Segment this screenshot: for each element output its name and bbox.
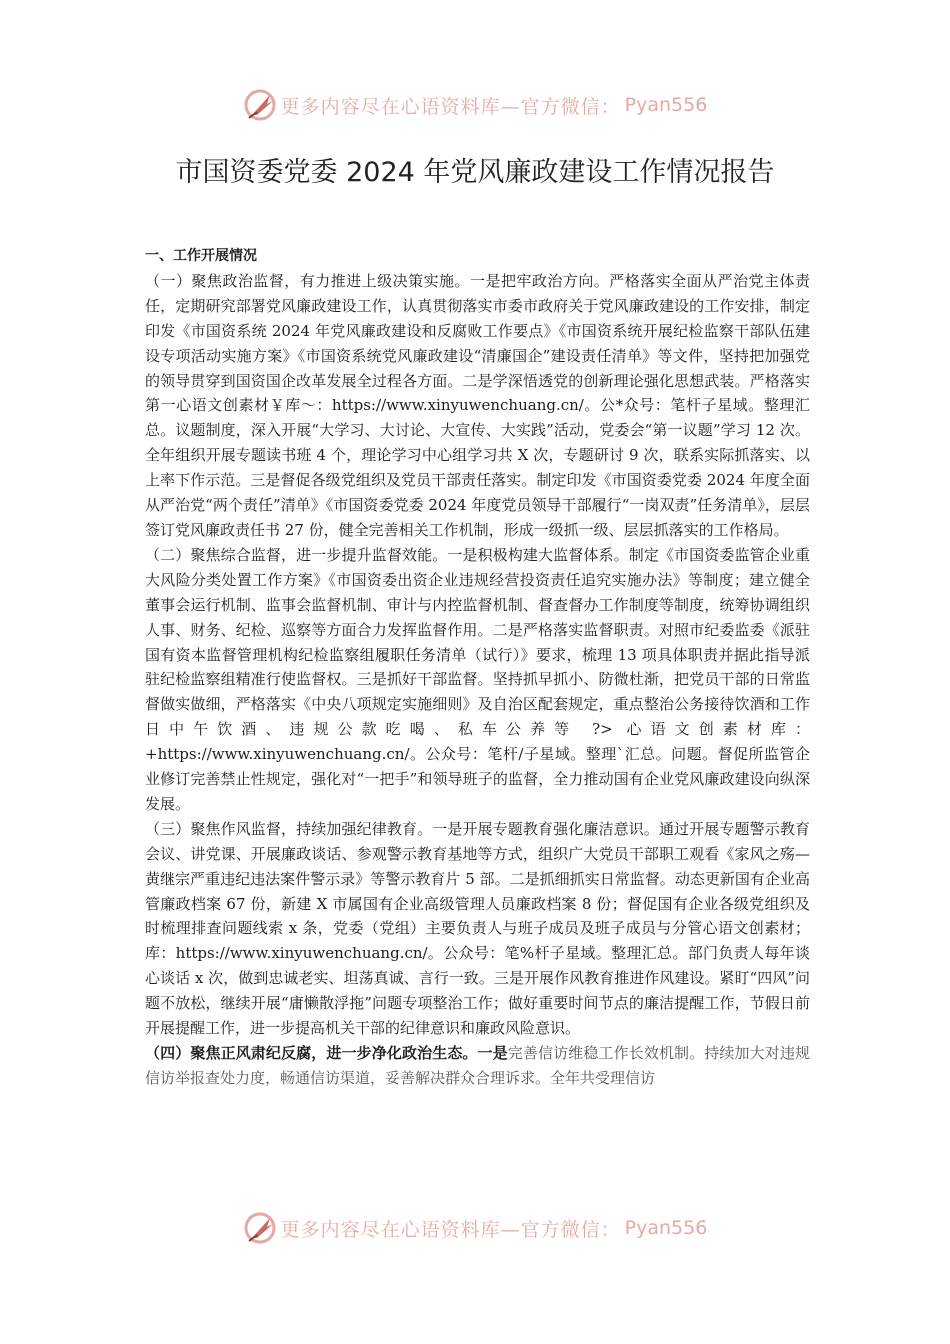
paragraph-4-lead: （四）聚焦正风肃纪反腐，进一步净化政治生态。一是 xyxy=(145,1044,508,1062)
watermark-text: 更多内容尽在心语资料库—官方微信： xyxy=(280,1218,621,1241)
paragraph-4 xyxy=(145,1041,810,1091)
quill-logo-icon xyxy=(243,88,277,122)
document-body xyxy=(145,244,810,1091)
paragraph-3: （三）聚焦作风监督，持续加强纪律教育。一是开展专题教育强化廉洁意识。通过开展专题警示教育会议、讲党课、开展廉政谈话、参观警示教育基地等方式，组织广大党员干部职工观看《家风之殇—黄继宗严重违纪违法案件警示录》等警示教育片 5 部。二是抓细抓实日常监督。动态更新国有企业高管廉政档案 67 份，新建 X 市属国有企业高级管理人员廉政档案 8 份；督促国有企业各级党组织及时梳理排查问题线索 x 条，党委（党组）主要负责人与班子成员及班子成员与分管心语文创素材；库：https://www.xinyuwenchuang.cn/。公众号：笔%杆子星域。整理汇总。部门负责人每年谈心谈话 x 次，做到忠诚老实、坦荡真诚、言行一致。三是开展作风教育推进作风建设。紧盯“四风”问题不放松，继续开展“庸懒散浮拖”问题专项整治工作；做好重要时间节点的廉洁提醒工作，节假日前开展提醒工作，进一步提高机关干部的纪律意识和廉政风险意识。 xyxy=(145,819,810,1038)
watermark-banner-top xyxy=(0,85,950,125)
watermark-id: Pyan556 xyxy=(624,94,708,116)
watermark-banner-bottom xyxy=(0,1208,950,1248)
page-title: 市国资委党委 2024 年党风廉政建设工作情况报告 xyxy=(175,157,775,188)
watermark-id: Pyan556 xyxy=(624,1217,708,1239)
section-heading: 一、工作开展情况 xyxy=(145,248,257,264)
quill-logo-icon xyxy=(243,1211,277,1245)
paragraph-4-rest: 完善信访维稳工作长效机制。持续加大对违规信访举报查处力度，畅通信访渠道，妥善解决群众合理诉求。全年共受理信访 xyxy=(145,1044,810,1087)
watermark-text: 更多内容尽在心语资料库—官方微信： xyxy=(280,95,621,118)
paragraph-2: （二）聚焦综合监督，进一步提升监督效能。一是积极构建大监督体系。制定《市国资委监管企业重大风险分类处置工作方案》《市国资委出资企业违规经营投资责任追究实施办法》等制度；建立健全董事会运行机制、监事会监督机制、审计与内控监督机制、督查督办工作制度等制度，统筹协调组织人事、财务、纪检、巡察等方面合力发挥监督作用。二是严格落实监督职责。对照市纪委监委《派驻国有资本监督管理机构纪检监察组履职任务清单（试行）》要求，梳理 13 项具体职责并据此指导派驻纪检监察组精准行使监督权。三是抓好干部监督。坚持抓早抓小、防微杜渐，把党员干部的日常监督做实做细，严格落实《中央八项规定实施细则》及自治区配套规定，重点整治公务接待饮酒和工作日中午饮酒、违规公款吃喝、私车公养等 ?> 心语文创素材库：+https://www.xinyuwenchuang.cn/。公众号：笔杆/子星域。整理`汇总。问题。督促所监管企业修订完善禁止性规定，强化对“一把手”和领导班子的监督，全力推动国有企业党风廉政建设向纵深发展。 xyxy=(145,545,810,813)
paragraph-1: （一）聚焦政治监督，有力推进上级决策实施。一是把牢政治方向。严格落实全面从严治党主体责任，定期研究部署党风廉政建设工作，认真贯彻落实市委市政府关于党风廉政建设的工作安排，制定印发《市国资系统 2024 年党风廉政建设和反腐败工作要点》《市国资系统开展纪检监察干部队伍建设专项活动实施方案》《市国资系统党风廉政建设“清廉国企”建设责任清单》等文件，坚持把加强党的领导贯穿到国资国企改革发展全过程各方面。二是学深悟透党的创新理论强化思想武装。严格落实第一心语文创素材￥库～：https://www.xinyuwenchuang.cn/。公*众号：笔杆子星域。整理汇总。议题制度，深入开展“大学习、大讨论、大宣传、大实践”活动，党委会“第一议题”学习 12 次。全年组织开展专题读书班 4 个，理论学习中心组学习共 X 次，专题研讨 9 次，联系实际抓落实、以上率下作示范。三是督促各级党组织及党员干部责任落实。制定印发《市国资委党委 2024 年度全面从严治党“两个责任”清单》《市国资委党委 2024 年度党员领导干部履行“一岗双责”任务清单》，层层签订党风廉政责任书 27 份，健全完善相关工作机制，形成一级抓一级、层层抓落实的工作格局。 xyxy=(145,271,810,539)
